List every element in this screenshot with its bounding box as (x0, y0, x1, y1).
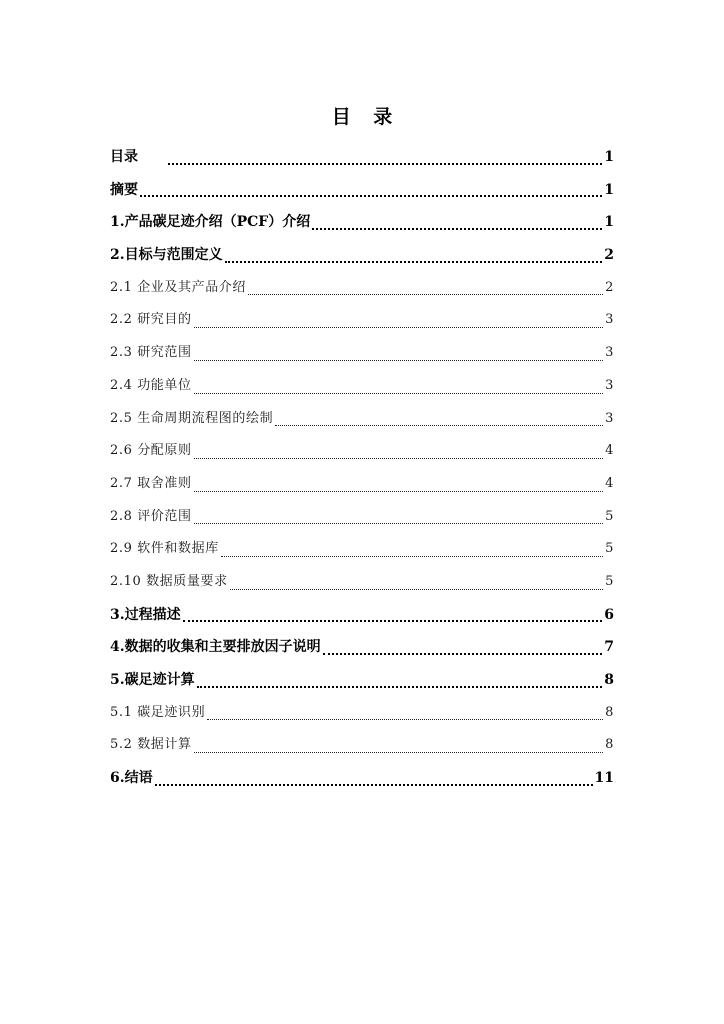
toc-entry-label: 3.过程描述 (110, 606, 181, 623)
toc-dot-leader (207, 706, 603, 720)
toc-entry[interactable] (110, 729, 614, 762)
toc-entry-label: 4.数据的收集和主要排放因子说明 (110, 639, 321, 656)
toc-entry-page-number: 6 (604, 606, 614, 623)
toc-entry[interactable] (110, 239, 614, 272)
toc-entry-label: 2.4 功能单位 (110, 377, 192, 393)
toc-entry-label: 5.1 碳足迹识别 (110, 704, 206, 720)
toc-entry[interactable] (110, 631, 614, 664)
toc-dot-leader (230, 576, 603, 590)
toc-dot-leader (194, 510, 604, 524)
toc-entry[interactable] (110, 304, 614, 337)
toc-title: 目 录 (331, 106, 401, 128)
toc-entry-page-number: 3 (605, 410, 614, 426)
toc-entry-label: 2.10 数据质量要求 (110, 573, 228, 589)
toc-entry[interactable] (110, 533, 614, 566)
toc-entry[interactable] (110, 762, 614, 795)
toc-entry[interactable] (110, 566, 614, 599)
toc-entry-page-number: 1 (604, 214, 614, 231)
toc-entry-label: 6.结语 (110, 770, 153, 787)
toc-entry-page-number: 2 (604, 247, 614, 264)
toc-entry-page-number: 5 (605, 541, 614, 557)
toc-entry[interactable] (110, 468, 614, 501)
toc-dot-leader (312, 216, 602, 230)
toc-entry-label: 2.2 研究目的 (110, 312, 192, 328)
toc-entry-page-number: 1 (604, 181, 614, 198)
toc-dot-leader (194, 347, 604, 361)
toc-entry-page-number: 8 (605, 704, 614, 720)
toc-dot-leader (221, 543, 603, 557)
toc-dot-leader (155, 772, 593, 786)
toc-entry-label: 2.6 分配原则 (110, 443, 192, 459)
toc-entry[interactable] (110, 435, 614, 468)
toc-dot-leader (140, 183, 602, 197)
toc-entry-page-number: 5 (605, 508, 614, 524)
toc-entry[interactable] (110, 206, 614, 239)
toc-entry-label: 2.3 研究范围 (110, 345, 192, 361)
toc-entry-page-number: 8 (605, 737, 614, 753)
toc-entry-page-number: 5 (605, 573, 614, 589)
toc-dot-leader (168, 151, 602, 165)
toc-entry[interactable] (110, 174, 614, 207)
toc-entry-page-number: 8 (604, 672, 614, 688)
toc-entry-label: 摘要 (110, 181, 138, 198)
toc-entry[interactable] (110, 272, 614, 305)
toc-entry[interactable] (110, 337, 614, 370)
toc-dot-leader (248, 281, 603, 295)
toc-entry-label: 2.1 企业及其产品介绍 (110, 279, 247, 295)
toc-entry-page-number: 4 (605, 475, 614, 491)
toc-entry-label: 1.产品碳足迹介绍（PCF）介绍 (110, 214, 311, 231)
toc-entry-page-number: 3 (605, 377, 614, 393)
toc-dot-leader (183, 608, 603, 622)
toc-entry-page-number: 4 (605, 443, 614, 459)
toc-entry-page-number: 3 (605, 345, 614, 361)
toc-entry-page-number: 1 (604, 149, 614, 165)
toc-entry-page-number: 3 (605, 312, 614, 328)
toc-dot-leader (194, 445, 604, 459)
toc-entry-label: 5.2 数据计算 (110, 737, 192, 753)
toc-entry-label: 5.碳足迹计算 (110, 672, 195, 688)
toc-dot-leader (194, 739, 604, 753)
toc-dot-leader (275, 412, 603, 426)
toc-entry-page-number: 11 (594, 770, 614, 787)
toc-entry-label: 2.9 软件和数据库 (110, 541, 219, 557)
toc-entry-label: 目录 (110, 149, 138, 165)
toc-dot-leader (323, 641, 603, 655)
toc-entry[interactable] (110, 697, 614, 730)
toc-dot-leader (194, 380, 604, 394)
toc-dot-leader (197, 674, 603, 688)
toc-entry[interactable] (110, 664, 614, 697)
toc-entry[interactable] (110, 599, 614, 632)
toc-entry-label: 2.5 生命周期流程图的绘制 (110, 410, 274, 426)
toc-entry[interactable] (110, 501, 614, 534)
toc-dot-leader (194, 478, 604, 492)
toc-list (110, 141, 614, 795)
toc-entry-label: 2.目标与范围定义 (110, 247, 223, 264)
toc-dot-leader (225, 249, 603, 263)
toc-entry-page-number: 2 (605, 279, 614, 295)
toc-entry-label: 2.8 评价范围 (110, 508, 192, 524)
toc-entry[interactable] (110, 403, 614, 436)
toc-entry[interactable] (110, 141, 614, 174)
toc-entry-label: 2.7 取舍准则 (110, 475, 192, 491)
toc-dot-leader (194, 314, 604, 328)
toc-entry[interactable] (110, 370, 614, 403)
toc-entry-page-number: 7 (604, 639, 614, 656)
